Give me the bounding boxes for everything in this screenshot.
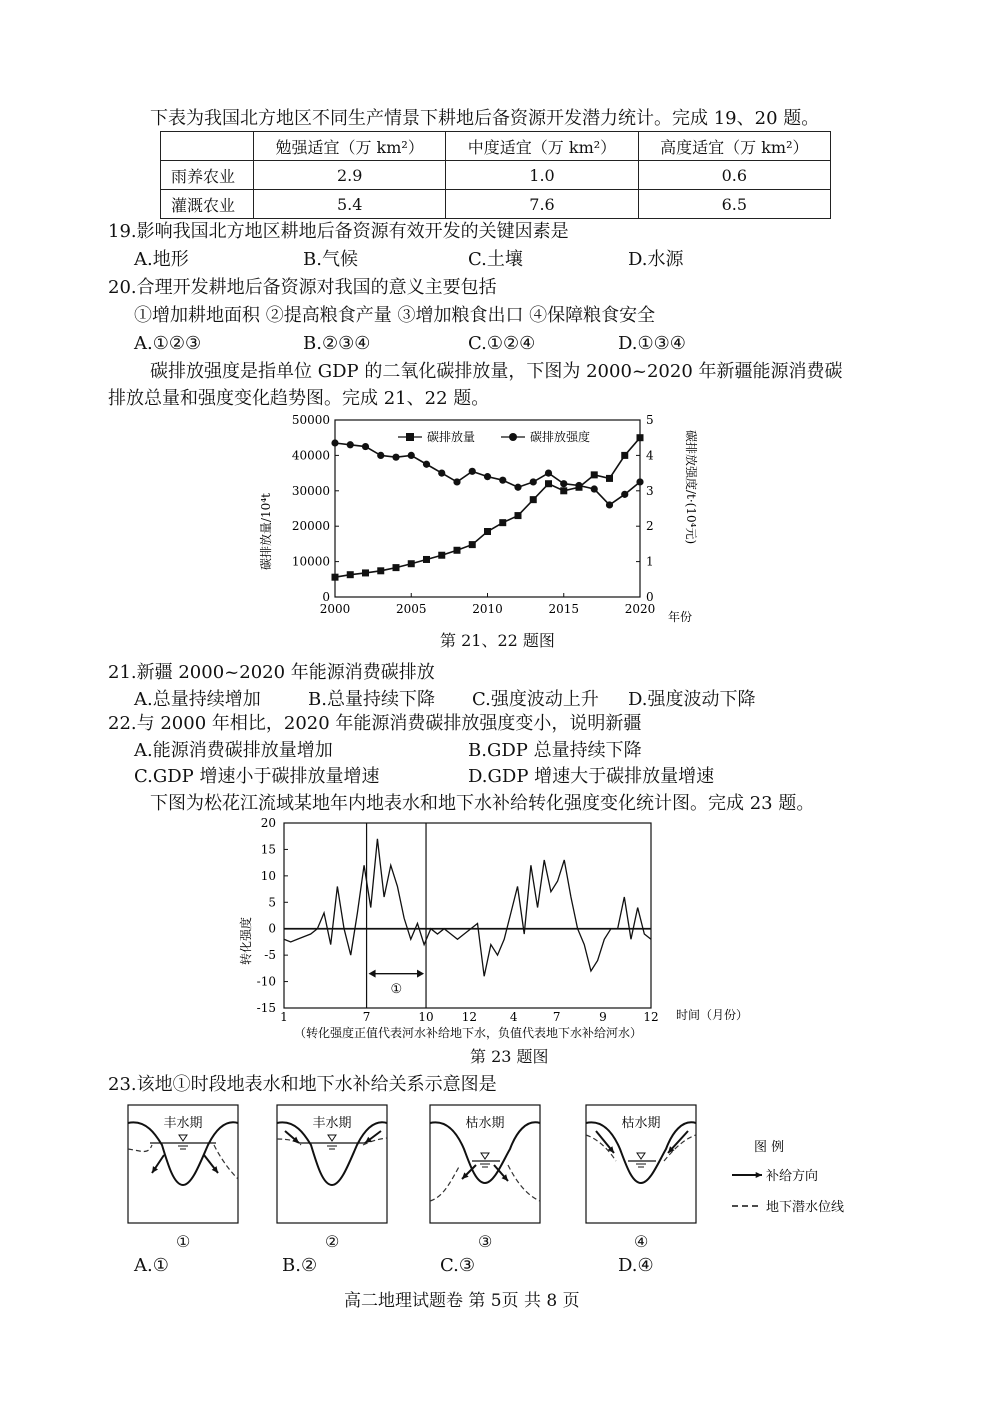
recharge-diagrams [120,1100,880,1250]
legend-circle-marker [509,433,517,441]
right-tick-label: 4 [646,448,654,463]
x-tick-label: 7 [362,1010,371,1024]
data-point-emission [438,552,445,559]
q20-option-c: C.①②④ [468,333,536,354]
data-point-intensity [347,441,354,448]
data-point-intensity [469,468,476,475]
table-header-cell: 高度适宜（万 km²） [638,132,830,161]
panel-number: ③ [478,1232,493,1251]
conversion-intensity-line [284,839,651,976]
data-point-emission [408,560,415,567]
data-point-emission [606,475,613,482]
period-arrow-head [369,970,376,978]
intro-q23: 下图为松花江流域某地年内地表水和地下水补给转化强度变化统计图。完成 23 题。 [150,793,815,814]
y-tick-label: 10 [260,868,276,883]
q23-stem: 23.该地①时段地表水和地下水补给关系示意图是 [108,1074,497,1095]
legend-label-intensity: 碳排放强度 [530,430,591,444]
table-header-row [161,132,831,161]
data-point-intensity [408,452,415,459]
legend-dash-label: 地下潜水位线 [766,1200,845,1215]
q20-option-b: B.②③④ [303,333,371,354]
left-tick-label: 50000 [291,413,330,427]
q22-option-c: C.GDP 增速小于碳排放量增速 [134,766,380,787]
data-point-emission [362,569,369,576]
x-tick-label: 2010 [472,602,503,616]
chart2-note: （转化强度正值代表河水补给地下水，负值代表地下水补给河水） [294,1026,643,1040]
intro-q19-20: 下表为我国北方地区不同生产情景下耕地后备资源开发潜力统计。完成 19、20 题。 [150,108,820,129]
panel-number: ④ [634,1232,649,1251]
intro-q21-22-line2: 排放总量和强度变化趋势图。完成 21、22 题。 [108,388,490,409]
x-tick-label: 2015 [548,602,580,616]
data-point-emission [545,480,552,487]
data-point-intensity [438,470,445,477]
period-arrow-head [417,970,424,978]
data-point-emission [591,471,598,478]
right-tick-label: 5 [646,413,654,427]
q22-stem: 22.与 2000 年相比，2020 年能源消费碳排放强度变小，说明新疆 [108,713,642,734]
data-point-emission [560,487,567,494]
q23-option-c: C.③ [440,1255,475,1276]
y-tick-label: -10 [256,974,276,989]
q20-items: ①增加耕地面积 ②提高粮食产量 ③增加粮食出口 ④保障粮食安全 [134,305,656,326]
data-point-intensity [514,484,521,491]
x-tick-label: 4 [509,1010,518,1024]
y-tick-label: -15 [256,1001,276,1015]
chart2-y-axis-label: 转化强度 [239,916,253,965]
panel-title: 丰水期 [312,1116,352,1131]
chart1-caption: 第 21、22 题图 [440,631,555,650]
data-point-intensity [575,482,582,489]
data-point-emission [515,512,522,519]
page-footer: 高二地理试题卷 第 5页 共 8 页 [344,1291,580,1311]
data-point-intensity [377,452,384,459]
data-point-intensity [331,439,338,446]
y-tick-label: 20 [260,816,276,830]
q19-stem: 19.影响我国北方地区耕地后备资源有效开发的关键因素是 [108,221,569,242]
data-point-intensity [545,470,552,477]
table-row [161,161,831,190]
data-point-intensity [392,454,399,461]
table-cell: 1.0 [446,161,638,190]
table-header-cell: 勉强适宜（万 km²） [254,132,446,161]
q22-option-a: A.能源消费碳排放量增加 [134,740,333,761]
panel-title: 枯水期 [465,1116,505,1131]
left-tick-label: 20000 [291,519,330,534]
recharge-arrow-head [756,1172,762,1178]
data-point-emission [469,541,476,548]
table-cell: 5.4 [254,190,446,219]
period-label: ① [390,981,403,997]
q21-option-b: B.总量持续下降 [308,689,435,710]
x-tick-label: 2020 [624,602,656,616]
diagram-panel [586,1105,696,1223]
chart2-plot-border [284,823,651,1008]
q20-option-d: D.①③④ [618,333,686,354]
table-header-cell [161,132,254,161]
data-point-intensity [591,485,598,492]
data-point-intensity [484,473,491,480]
y-tick-label: 0 [268,921,276,936]
diagram-legend [732,1140,844,1215]
data-point-emission [423,556,430,563]
chart2-series [284,839,651,976]
data-point-intensity [362,443,369,450]
x-tick-label: 9 [599,1010,607,1024]
chart2-frame [284,823,651,1008]
x-tick-label: 7 [552,1010,561,1024]
data-point-intensity [499,477,506,484]
data-point-emission [530,496,537,503]
table-row [161,190,831,219]
x-tick-label: 12 [643,1010,659,1024]
reserve-resource-table [160,131,831,219]
q20-option-a: A.①②③ [134,333,202,354]
chart2-x-unit: 时间（月份） [676,1008,749,1022]
data-point-emission [393,564,400,571]
x-tick-label: 12 [461,1010,477,1024]
data-point-emission [484,528,491,535]
chart2-ticks [257,816,659,1024]
left-tick-label: 30000 [291,483,330,498]
legend-arrow-label: 补给方向 [766,1169,819,1184]
data-point-intensity [453,478,460,485]
chart1-x-unit: 年份 [668,610,693,624]
data-point-intensity [621,491,628,498]
data-point-emission [332,574,339,581]
left-tick-label: 10000 [291,554,330,569]
data-point-emission [621,452,628,459]
q19-option-b: B.气候 [303,249,358,270]
right-tick-label: 2 [646,519,654,534]
intro-q21-22-line1: 碳排放强度是指单位 GDP 的二氧化碳排放量，下图为 2000~2020 年新疆能源消费碳 [150,361,843,382]
x-tick-label: 10 [418,1010,434,1024]
q23-option-b: B.② [282,1255,318,1276]
y-tick-label: -5 [264,948,276,963]
water-conversion-chart [232,815,772,1045]
data-point-intensity [530,478,537,485]
q23-option-d: D.④ [618,1255,654,1276]
panel-title: 枯水期 [621,1116,661,1131]
q23-option-a: A.① [134,1255,169,1276]
chart1-series [331,434,643,580]
chart1-left-axis-label: 碳排放量/10⁴t [259,493,273,570]
right-tick-label: 1 [646,554,654,569]
y-tick-label: 15 [260,842,276,857]
data-point-emission [377,567,384,574]
data-point-emission [637,434,644,441]
table-row-label: 雨养农业 [161,161,254,190]
q21-option-a: A.总量持续增加 [134,689,261,710]
data-point-intensity [606,501,613,508]
x-tick-label: 1 [280,1010,288,1024]
diagram-panel [277,1105,387,1223]
legend-label-emission: 碳排放量 [427,430,476,444]
left-tick-label: 0 [322,590,330,604]
table-cell: 2.9 [254,161,446,190]
diagram-panel [128,1105,238,1223]
q20-stem: 20.合理开发耕地后备资源对我国的意义主要包括 [108,277,497,298]
table-header-cell: 中度适宜（万 km²） [446,132,638,161]
y-tick-label: 5 [268,895,276,910]
q21-option-c: C.强度波动上升 [472,689,599,710]
data-point-emission [499,519,506,526]
left-tick-label: 40000 [291,448,330,463]
q21-stem: 21.新疆 2000~2020 年能源消费碳排放 [108,662,435,683]
legend-title: 图 例 [754,1140,785,1155]
q22-option-b: B.GDP 总量持续下降 [468,740,642,761]
table-row-label: 灌溉农业 [161,190,254,219]
data-point-intensity [560,480,567,487]
panel-number: ② [325,1232,340,1251]
chart2-caption: 第 23 题图 [470,1047,549,1066]
table-cell: 6.5 [638,190,830,219]
x-tick-label: 2005 [395,602,427,616]
right-tick-label: 0 [646,590,654,604]
x-tick-label: 2000 [319,602,351,616]
data-point-intensity [636,478,643,485]
q22-option-d: D.GDP 增速大于碳排放量增速 [468,766,715,787]
panel-title: 丰水期 [163,1116,203,1131]
table-cell: 0.6 [638,161,830,190]
panel-number: ① [176,1232,191,1251]
q19-option-c: C.土壤 [468,249,523,270]
diagram-panel [430,1105,540,1223]
data-point-emission [454,547,461,554]
right-tick-label: 3 [646,483,654,498]
data-point-emission [347,571,354,578]
carbon-emission-chart [250,410,720,650]
table-cell: 7.6 [446,190,638,219]
chart1-right-axis-label: 碳排放强度/t·(10⁴元) [684,430,698,545]
q19-option-d: D.水源 [628,249,684,270]
q19-option-a: A.地形 [134,249,189,270]
data-point-intensity [423,461,430,468]
q21-option-d: D.强度波动下降 [628,689,756,710]
legend-square-marker [406,433,414,441]
